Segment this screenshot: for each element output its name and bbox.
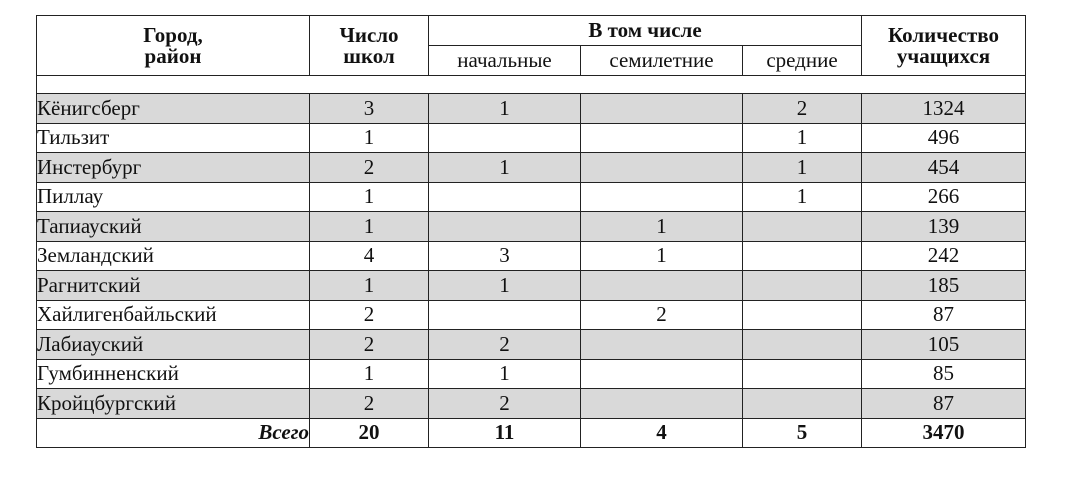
cell-schools: 2 xyxy=(310,389,429,419)
header-secondary: средние xyxy=(743,46,862,76)
table-row xyxy=(37,94,1026,124)
cell-secondary xyxy=(743,389,862,419)
cell-secondary xyxy=(743,359,862,389)
cell-secondary: 2 xyxy=(743,94,862,124)
cell-primary: 1 xyxy=(429,359,581,389)
cell-name: Хайлигенбайльский xyxy=(37,300,310,330)
cell-schools: 2 xyxy=(310,153,429,183)
table-row xyxy=(37,330,1026,360)
table-row xyxy=(37,359,1026,389)
header-schools-line1: Число xyxy=(339,22,399,47)
cell-primary xyxy=(429,123,581,153)
header-city xyxy=(37,16,310,76)
table-row xyxy=(37,153,1026,183)
header-schools xyxy=(310,16,429,76)
header-primary: начальные xyxy=(429,46,581,76)
cell-schools: 1 xyxy=(310,359,429,389)
total-primary: 11 xyxy=(429,418,581,447)
cell-primary: 1 xyxy=(429,153,581,183)
cell-seven-year xyxy=(581,389,743,419)
cell-name: Тильзит xyxy=(37,123,310,153)
cell-seven-year: 1 xyxy=(581,212,743,242)
header-schools-line2: школ xyxy=(343,43,395,68)
cell-students: 105 xyxy=(862,330,1026,360)
cell-seven-year xyxy=(581,271,743,301)
cell-seven-year xyxy=(581,94,743,124)
cell-schools: 2 xyxy=(310,330,429,360)
cell-secondary xyxy=(743,300,862,330)
cell-primary: 1 xyxy=(429,271,581,301)
cell-students: 139 xyxy=(862,212,1026,242)
cell-name: Лабиауский xyxy=(37,330,310,360)
cell-schools: 3 xyxy=(310,94,429,124)
cell-schools: 1 xyxy=(310,212,429,242)
table-body xyxy=(37,76,1026,419)
cell-schools: 1 xyxy=(310,271,429,301)
table-row xyxy=(37,389,1026,419)
header-city-line1: Город, xyxy=(143,22,203,47)
cell-name: Рагнитский xyxy=(37,271,310,301)
table-row xyxy=(37,123,1026,153)
cell-seven-year: 2 xyxy=(581,300,743,330)
cell-seven-year xyxy=(581,123,743,153)
cell-students: 454 xyxy=(862,153,1026,183)
total-secondary: 5 xyxy=(743,418,862,447)
total-row xyxy=(37,418,1026,447)
cell-secondary: 1 xyxy=(743,123,862,153)
cell-secondary xyxy=(743,271,862,301)
cell-name: Гумбинненский xyxy=(37,359,310,389)
cell-name: Тапиауский xyxy=(37,212,310,242)
table-row xyxy=(37,182,1026,212)
cell-name: Кёнигсберг xyxy=(37,94,310,124)
cell-seven-year xyxy=(581,359,743,389)
cell-name: Пиллау xyxy=(37,182,310,212)
cell-name: Земландский xyxy=(37,241,310,271)
cell-seven-year xyxy=(581,182,743,212)
cell-secondary xyxy=(743,212,862,242)
total-label: Всего xyxy=(37,418,310,447)
cell-students: 266 xyxy=(862,182,1026,212)
cell-seven-year xyxy=(581,330,743,360)
cell-students: 87 xyxy=(862,300,1026,330)
cell-name: Инстербург xyxy=(37,153,310,183)
cell-primary xyxy=(429,182,581,212)
cell-students: 496 xyxy=(862,123,1026,153)
cell-primary: 3 xyxy=(429,241,581,271)
cell-schools: 4 xyxy=(310,241,429,271)
header-city-line2: район xyxy=(144,43,202,68)
cell-seven-year xyxy=(581,153,743,183)
table-row xyxy=(37,271,1026,301)
header-students-line1: Количество xyxy=(887,22,1000,47)
total-students: 3470 xyxy=(862,418,1026,447)
cell-secondary xyxy=(743,241,862,271)
header-students xyxy=(862,16,1026,76)
cell-primary: 1 xyxy=(429,94,581,124)
cell-primary xyxy=(429,212,581,242)
cell-primary xyxy=(429,300,581,330)
cell-secondary: 1 xyxy=(743,153,862,183)
table-row xyxy=(37,300,1026,330)
header-including: В том числе xyxy=(429,16,862,46)
cell-students: 1324 xyxy=(862,94,1026,124)
cell-primary: 2 xyxy=(429,330,581,360)
cell-name: Кройцбургский xyxy=(37,389,310,419)
spacer-cell xyxy=(37,76,1026,94)
table-row xyxy=(37,241,1026,271)
spacer-row xyxy=(37,76,1026,94)
cell-schools: 2 xyxy=(310,300,429,330)
total-schools: 20 xyxy=(310,418,429,447)
cell-primary: 2 xyxy=(429,389,581,419)
header-row-top xyxy=(37,16,1026,46)
schools-table xyxy=(36,15,1026,448)
cell-secondary xyxy=(743,330,862,360)
cell-students: 85 xyxy=(862,359,1026,389)
cell-schools: 1 xyxy=(310,123,429,153)
table-row xyxy=(37,212,1026,242)
cell-students: 242 xyxy=(862,241,1026,271)
cell-students: 185 xyxy=(862,271,1026,301)
cell-schools: 1 xyxy=(310,182,429,212)
cell-seven-year: 1 xyxy=(581,241,743,271)
header-students-line2: учащихся xyxy=(896,43,991,68)
cell-students: 87 xyxy=(862,389,1026,419)
cell-secondary: 1 xyxy=(743,182,862,212)
header-seven-year: семилетние xyxy=(581,46,743,76)
total-seven-year: 4 xyxy=(581,418,743,447)
